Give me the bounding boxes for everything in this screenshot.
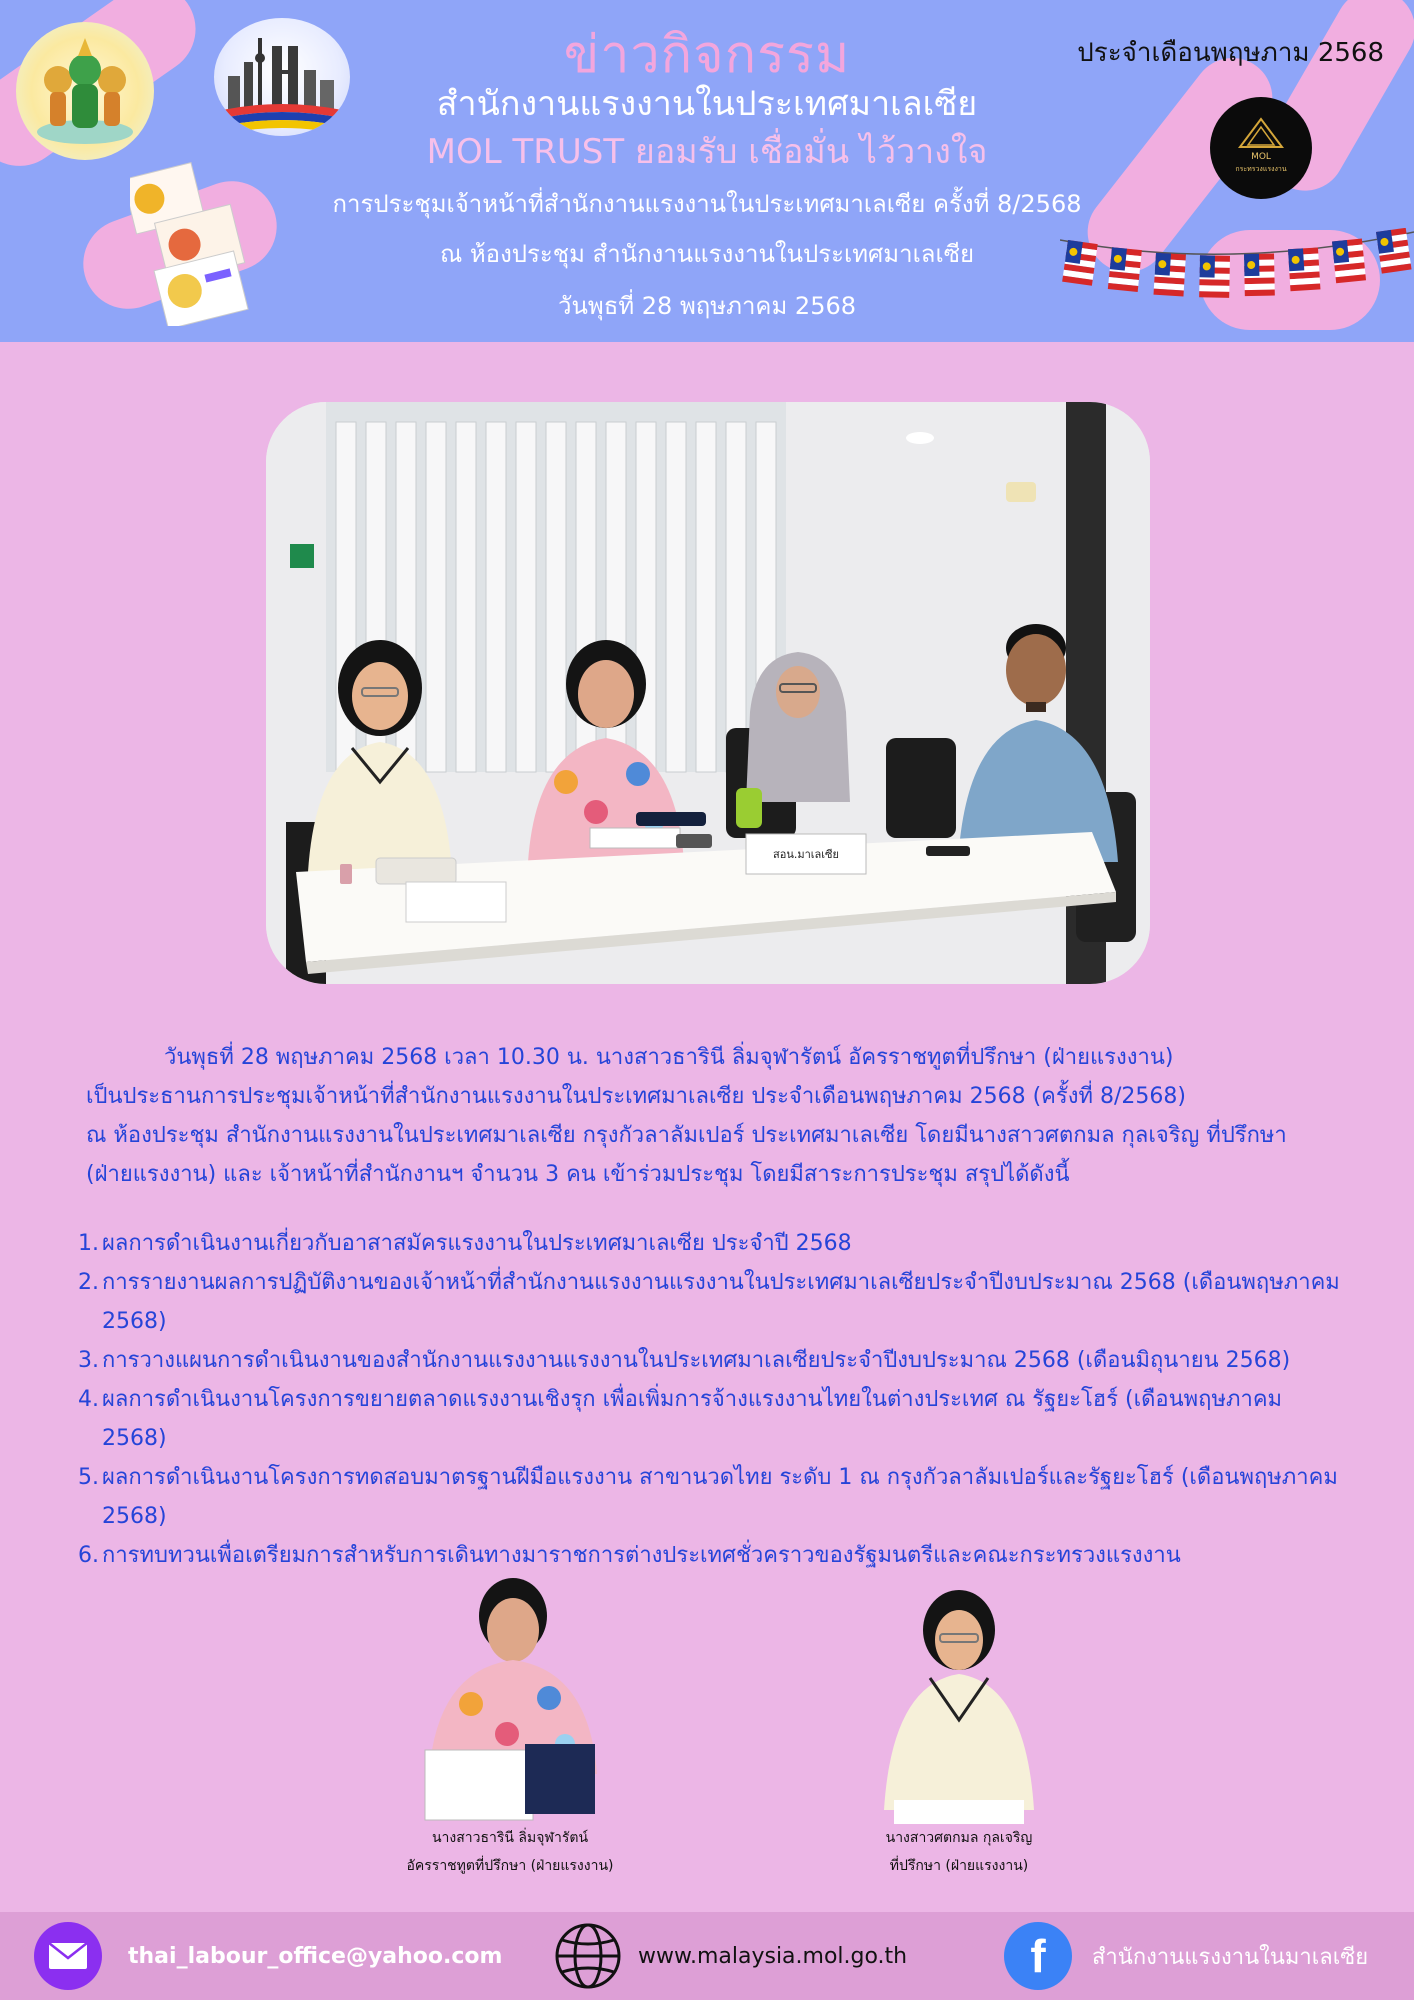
meeting-title: การประชุมเจ้าหน้าที่สำนักงานแรงงานในประเทศมาเลเซีย ครั้งที่ 8/2568 [332, 190, 1082, 218]
summary-line [86, 1038, 1336, 1077]
agenda-number: 1. [78, 1231, 99, 1256]
person-photo [874, 1590, 1044, 1824]
website-url[interactable]: www.malaysia.mol.go.th [638, 1943, 908, 1969]
nameplate-text: สอน.มาเลเซีย [773, 848, 839, 861]
agenda-item [78, 1263, 1348, 1341]
agenda-text: ผลการดำเนินงานเกี่ยวกับอาสาสมัครแรงงานในประเทศมาเลเซีย ประจำปี 2568 [102, 1231, 852, 1256]
agenda-item [78, 1458, 1348, 1536]
mol-logo-subtext: กระทรวงแรงงาน [1235, 165, 1287, 173]
website-contact[interactable] [554, 1912, 907, 2000]
person-name: นางสาวศตกมล กุลเจริญ [885, 1830, 1033, 1846]
activity-news-title: ข่าวกิจกรรม [563, 25, 851, 85]
malaysia-flag-bunting [1060, 228, 1414, 318]
slogan: MOL TRUST ยอมรับ เชื่อมั่น ไว้วางใจ [426, 132, 988, 172]
agenda-text: การวางแผนการดำเนินงานของสำนักงานแรงงานแรงงานในประเทศมาเลเซียประจำปีงบประมาณ 2568 (เดือนมิถุนายน 2568) [102, 1348, 1291, 1373]
malaysia-flag [1332, 238, 1366, 283]
malaysia-flag [1153, 253, 1185, 297]
malaysia-flag [1244, 254, 1275, 297]
malaysia-flag [1062, 240, 1098, 286]
person-card-advisor [844, 1590, 1074, 1880]
agenda-item [78, 1536, 1348, 1575]
person-name: นางสาวธารินี ลิ่มจุฬารัตน์ [431, 1830, 589, 1846]
summary-line: (ฝ่ายแรงงาน) และ เจ้าหน้าที่สำนักงานฯ จำนวน 3 คน เข้าร่วมประชุม โดยมีสาระการประชุม สรุปได้ดังนี้ [86, 1162, 1070, 1187]
header-banner [0, 0, 1414, 342]
person-card-chair [380, 1574, 640, 1880]
meeting-date: วันพุธที่ 28 พฤษภาคม 2568 [557, 292, 857, 320]
agenda-number: 2. [78, 1270, 99, 1295]
malaysia-flag [1199, 255, 1230, 298]
agenda-item [78, 1380, 1348, 1458]
agenda-list [78, 1224, 1348, 1575]
meeting-room: ณ ห้องประชุม สำนักงานแรงงานในประเทศมาเลเซีย [439, 240, 975, 268]
agenda-number: 6. [78, 1543, 99, 1568]
agenda-text: ผลการดำเนินงานโครงการขยายตลาดแรงงานเชิงรุก เพื่อเพิ่มการจ้างแรงงานไทยในต่างประเทศ ณ รัฐยะโฮร์ (เดือนพฤษภาคม 2568) [102, 1387, 1283, 1451]
agenda-item [78, 1341, 1348, 1380]
summary-line: ณ ห้องประชุม สำนักงานแรงงานในประเทศมาเลเซีย กรุงกัวลาลัมเปอร์ ประเทศมาเลเซีย โดยมีนางสาวศตกมล กุลเจริญ ที่ปรึกษา [86, 1123, 1287, 1148]
malaysia-flag [1108, 247, 1142, 292]
email-address[interactable]: thai_labour_office@yahoo.com [128, 1943, 503, 1969]
facebook-page-name[interactable]: สำนักงานแรงงานในมาเลเซีย [1092, 1944, 1369, 1970]
meeting-photo [266, 402, 1150, 984]
person-position: อัครราชทูตที่ปรึกษา (ฝ่ายแรงงาน) [406, 1858, 614, 1874]
meeting-summary [86, 1038, 1336, 1194]
agenda-number: 5. [78, 1465, 99, 1490]
facebook-contact[interactable] [1004, 1912, 1368, 2000]
contact-footer [0, 1912, 1414, 2000]
agenda-text: ผลการดำเนินงานโครงการทดสอบมาตรฐานฝีมือแรงงาน สาขานวดไทย ระดับ 1 ณ กรุงกัวลาลัมเปอร์และรัฐยะโฮร์ (เดือนพฤษภาคม 2568) [102, 1465, 1338, 1529]
email-contact[interactable] [34, 1912, 502, 2000]
email-icon [34, 1922, 102, 1990]
summary-line: เป็นประธานการประชุมเจ้าหน้าที่สำนักงานแรงงานในประเทศมาเลเซีย ประจำเดือนพฤษภาคม 2568 (ครั้งที่ 8/2568) [86, 1084, 1186, 1109]
agenda-number: 3. [78, 1348, 99, 1373]
agenda-number: 4. [78, 1387, 99, 1412]
office-name: สำนักงานแรงงานในประเทศมาเลเซีย [436, 84, 978, 124]
mol-logo [1210, 97, 1312, 199]
person-position: ที่ปรึกษา (ฝ่ายแรงงาน) [889, 1858, 1029, 1874]
facebook-icon: f [1004, 1922, 1072, 1990]
month-label: ประจำเดือนพฤษภาม 2568 [1077, 38, 1384, 68]
person-photo [415, 1574, 605, 1824]
malaysia-flag [1288, 248, 1320, 292]
agenda-text: การรายงานผลการปฏิบัติงานของเจ้าหน้าที่สำนักงานแรงงานแรงงานในประเทศมาเลเซียประจำปีงบประมาณ 2568 (เดือนพฤษภาคม 2568) [102, 1270, 1340, 1334]
summary-line-text: วันพุธที่ 28 พฤษภาคม 2568 เวลา 10.30 น. นางสาวธารินี ลิ่มจุฬารัตน์ อัครราชทูตที่ปรึกษา (ฝ่ายแรงงาน) [164, 1045, 1174, 1070]
globe-icon [554, 1922, 622, 1990]
malaysia-flag [1376, 228, 1412, 274]
agenda-text: การทบทวนเพื่อเตรียมการสำหรับการเดินทางมาราชการต่างประเทศชั่วคราวของรัฐมนตรีและคณะกระทรวงแรงงาน [102, 1543, 1181, 1568]
agenda-item [78, 1224, 1348, 1263]
mol-logo-text: MOL [1251, 152, 1271, 162]
